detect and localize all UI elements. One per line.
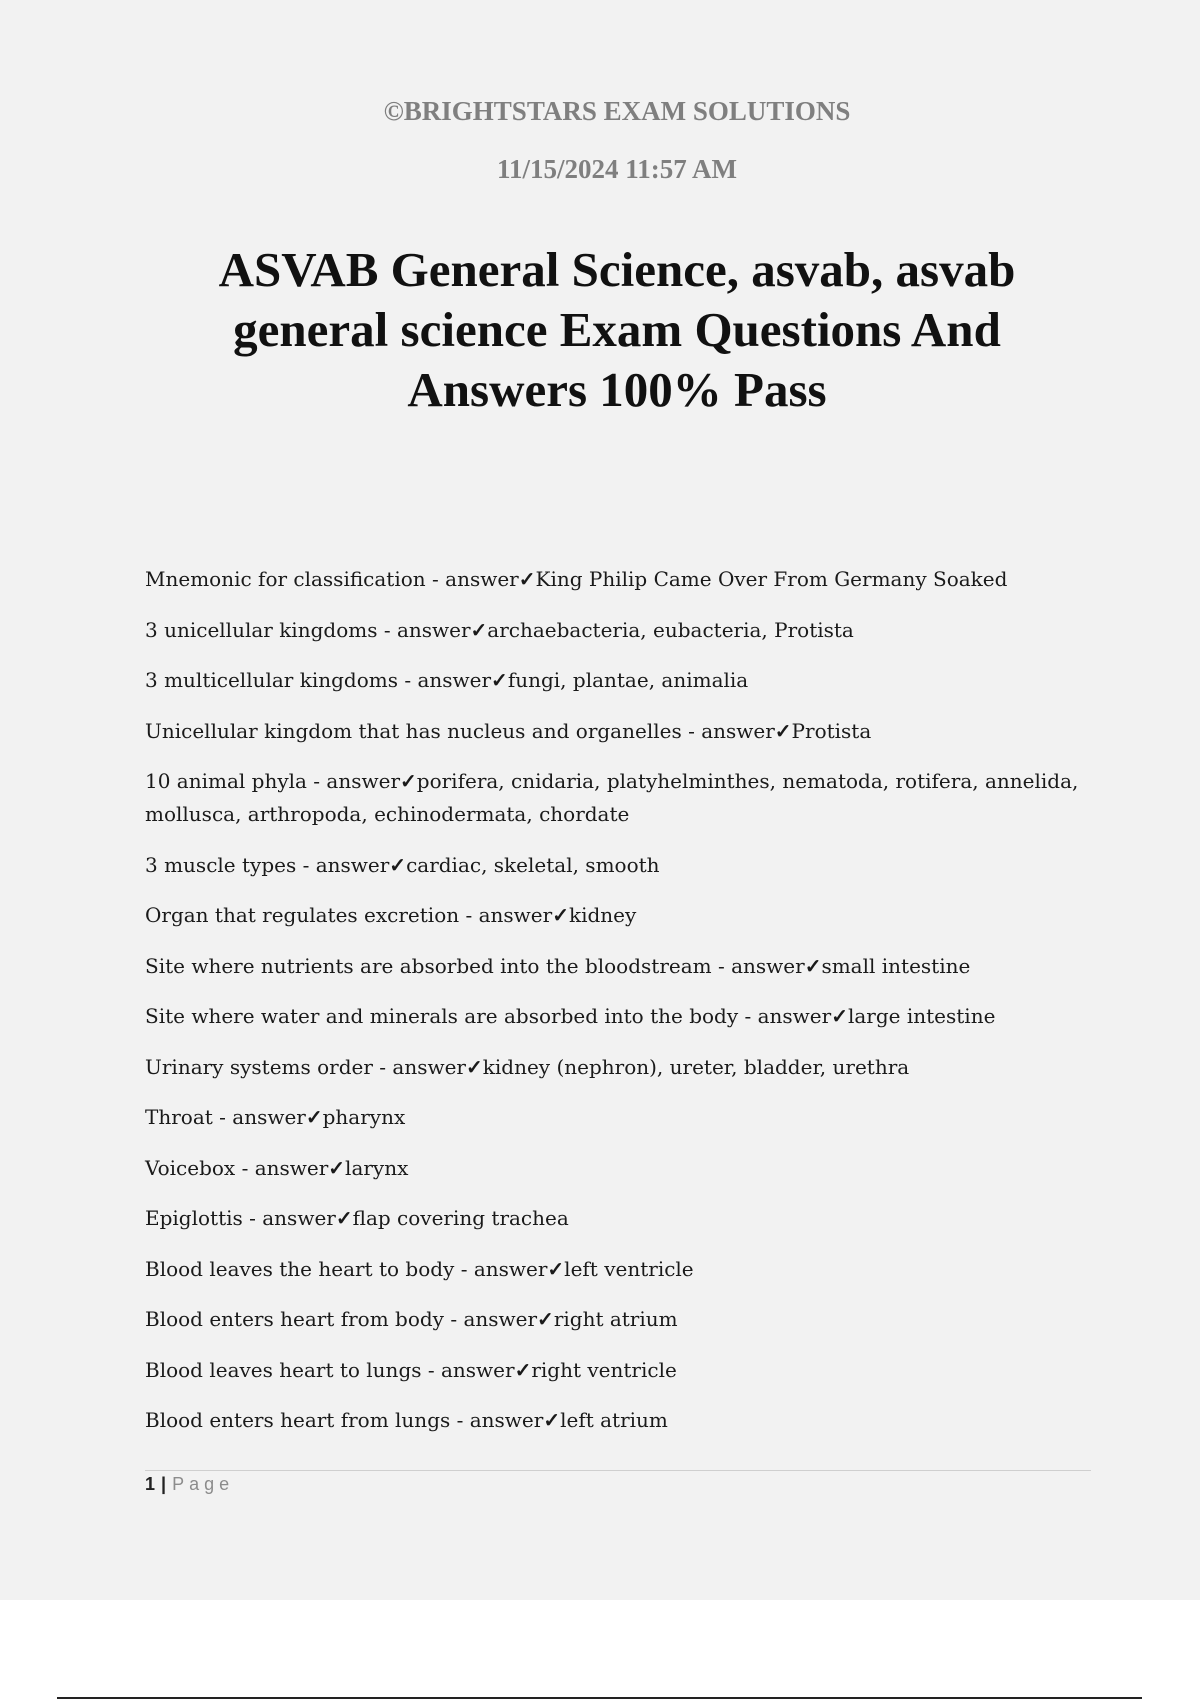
answer-separator: - answer <box>681 718 775 743</box>
page-number: 1 <box>145 1474 156 1494</box>
answer-text: small intestine <box>821 953 971 978</box>
checkmark-icon: ✓ <box>400 769 417 793</box>
question-text: Blood leaves heart to lungs <box>145 1357 422 1382</box>
header-brand: ©BRIGHTSTARS EXAM SOLUTIONS <box>383 96 851 126</box>
answer-separator: - answer <box>397 668 492 692</box>
answer-separator: - answer <box>306 769 401 793</box>
question-text: Site where nutrients are absorbed into the bloodstream <box>145 953 712 978</box>
answer-separator: - answer <box>459 903 553 927</box>
next-page-top-rule <box>57 1697 1142 1699</box>
qa-item <box>145 563 1095 596</box>
question-text: Epiglottis <box>145 1206 243 1230</box>
answer-text: cardiac, skeletal, smooth <box>406 852 660 877</box>
checkmark-icon: ✓ <box>305 1105 323 1129</box>
question-text: Mnemonic for classification <box>145 567 426 591</box>
question-text: 3 multicellular kingdoms <box>145 668 398 692</box>
answer-text: right atrium <box>553 1307 678 1331</box>
qa-item <box>145 1152 1095 1185</box>
qa-item <box>145 849 1095 882</box>
checkmark-icon: ✓ <box>328 1155 346 1180</box>
question-text: 10 animal phyla <box>145 769 307 793</box>
answer-separator: - answer <box>450 1408 544 1432</box>
answer-text: larynx <box>345 1155 409 1180</box>
answer-separator: - answer <box>235 1155 329 1180</box>
footer-divider <box>145 1470 1091 1471</box>
qa-item <box>145 1101 1095 1134</box>
checkmark-icon: ✓ <box>514 1357 532 1382</box>
question-text: Throat <box>145 1105 213 1129</box>
question-text: Voicebox <box>145 1155 236 1180</box>
checkmark-icon: ✓ <box>831 1004 848 1028</box>
answer-separator: - answer <box>443 1307 538 1331</box>
answer-text: pharynx <box>322 1105 406 1129</box>
question-text: Blood leaves the heart to body <box>145 1256 455 1281</box>
qa-item <box>145 765 1095 831</box>
checkmark-icon: ✓ <box>547 1256 565 1281</box>
answer-separator: - answer <box>377 617 471 642</box>
question-text: 3 muscle types <box>145 852 297 877</box>
qa-item <box>145 899 1095 932</box>
qa-item <box>145 950 1095 983</box>
question-text: Site where water and minerals are absorbed into the body <box>145 1004 739 1028</box>
answer-separator: - answer <box>296 852 390 877</box>
page-label: Page <box>172 1474 235 1494</box>
answer-separator: - answer <box>454 1256 548 1281</box>
answer-text: kidney (nephron), ureter, bladder, urethra <box>482 1054 910 1079</box>
document-title: ASVAB General Science, asvab, asvab general science Exam Questions And Answers 100% Pass <box>218 242 1016 417</box>
question-text: Unicellular kingdom that has nucleus and organelles <box>145 718 682 743</box>
answer-separator: - answer <box>212 1105 306 1129</box>
answer-text: King Philip Came Over From Germany Soaked <box>535 567 1008 591</box>
answer-text: left atrium <box>560 1408 668 1432</box>
answer-text: left ventricle <box>564 1256 694 1281</box>
checkmark-icon: ✓ <box>543 1408 561 1432</box>
checkmark-icon: ✓ <box>335 1206 353 1230</box>
checkmark-icon: ✓ <box>552 903 569 927</box>
answer-text: fungi, plantae, animalia <box>507 668 749 692</box>
page-footer <box>145 1474 234 1495</box>
answer-text: large intestine <box>847 1004 996 1028</box>
qa-item <box>145 614 1095 647</box>
qa-item <box>145 1354 1095 1387</box>
checkmark-icon: ✓ <box>774 718 792 743</box>
qa-list <box>145 563 1095 1455</box>
checkmark-icon: ✓ <box>537 1307 554 1331</box>
question-text: Blood enters heart from body <box>145 1307 444 1331</box>
answer-text: kidney <box>568 903 637 927</box>
answer-separator: - answer <box>425 567 519 591</box>
answer-text: Protista <box>791 718 872 743</box>
checkmark-icon: ✓ <box>470 617 488 642</box>
header-timestamp: 11/15/2024 11:57 AM <box>496 154 737 184</box>
answer-text: porifera, cnidaria, platyhelminthes, nematoda, rotifera, annelida, mollusca, arthropoda, echinodermata, chordate <box>145 769 1079 826</box>
answer-separator: - answer <box>242 1206 336 1230</box>
checkmark-icon: ✓ <box>389 852 407 877</box>
qa-item <box>145 1051 1095 1084</box>
question-text: 3 unicellular kingdoms <box>145 617 378 642</box>
question-text: Blood enters heart from lungs <box>145 1408 451 1432</box>
checkmark-icon: ✓ <box>518 567 536 591</box>
qa-item <box>145 715 1095 748</box>
answer-text: flap covering trachea <box>352 1206 569 1230</box>
footer-separator: | <box>161 1474 167 1494</box>
qa-item <box>145 1404 1095 1437</box>
checkmark-icon: ✓ <box>491 668 508 692</box>
answer-text: right ventricle <box>531 1357 677 1382</box>
qa-item <box>145 1202 1095 1235</box>
qa-item <box>145 1253 1095 1286</box>
answer-separator: - answer <box>711 953 805 978</box>
qa-item <box>145 1303 1095 1336</box>
qa-item <box>145 664 1095 697</box>
answer-separator: - answer <box>372 1054 466 1079</box>
qa-item <box>145 1000 1095 1033</box>
checkmark-icon: ✓ <box>804 953 822 978</box>
answer-text: archaebacteria, eubacteria, Protista <box>487 617 854 642</box>
question-text: Organ that regulates excretion <box>145 903 460 927</box>
answer-separator: - answer <box>738 1004 832 1028</box>
answer-separator: - answer <box>421 1357 515 1382</box>
question-text: Urinary systems order <box>145 1054 373 1079</box>
checkmark-icon: ✓ <box>465 1054 483 1079</box>
